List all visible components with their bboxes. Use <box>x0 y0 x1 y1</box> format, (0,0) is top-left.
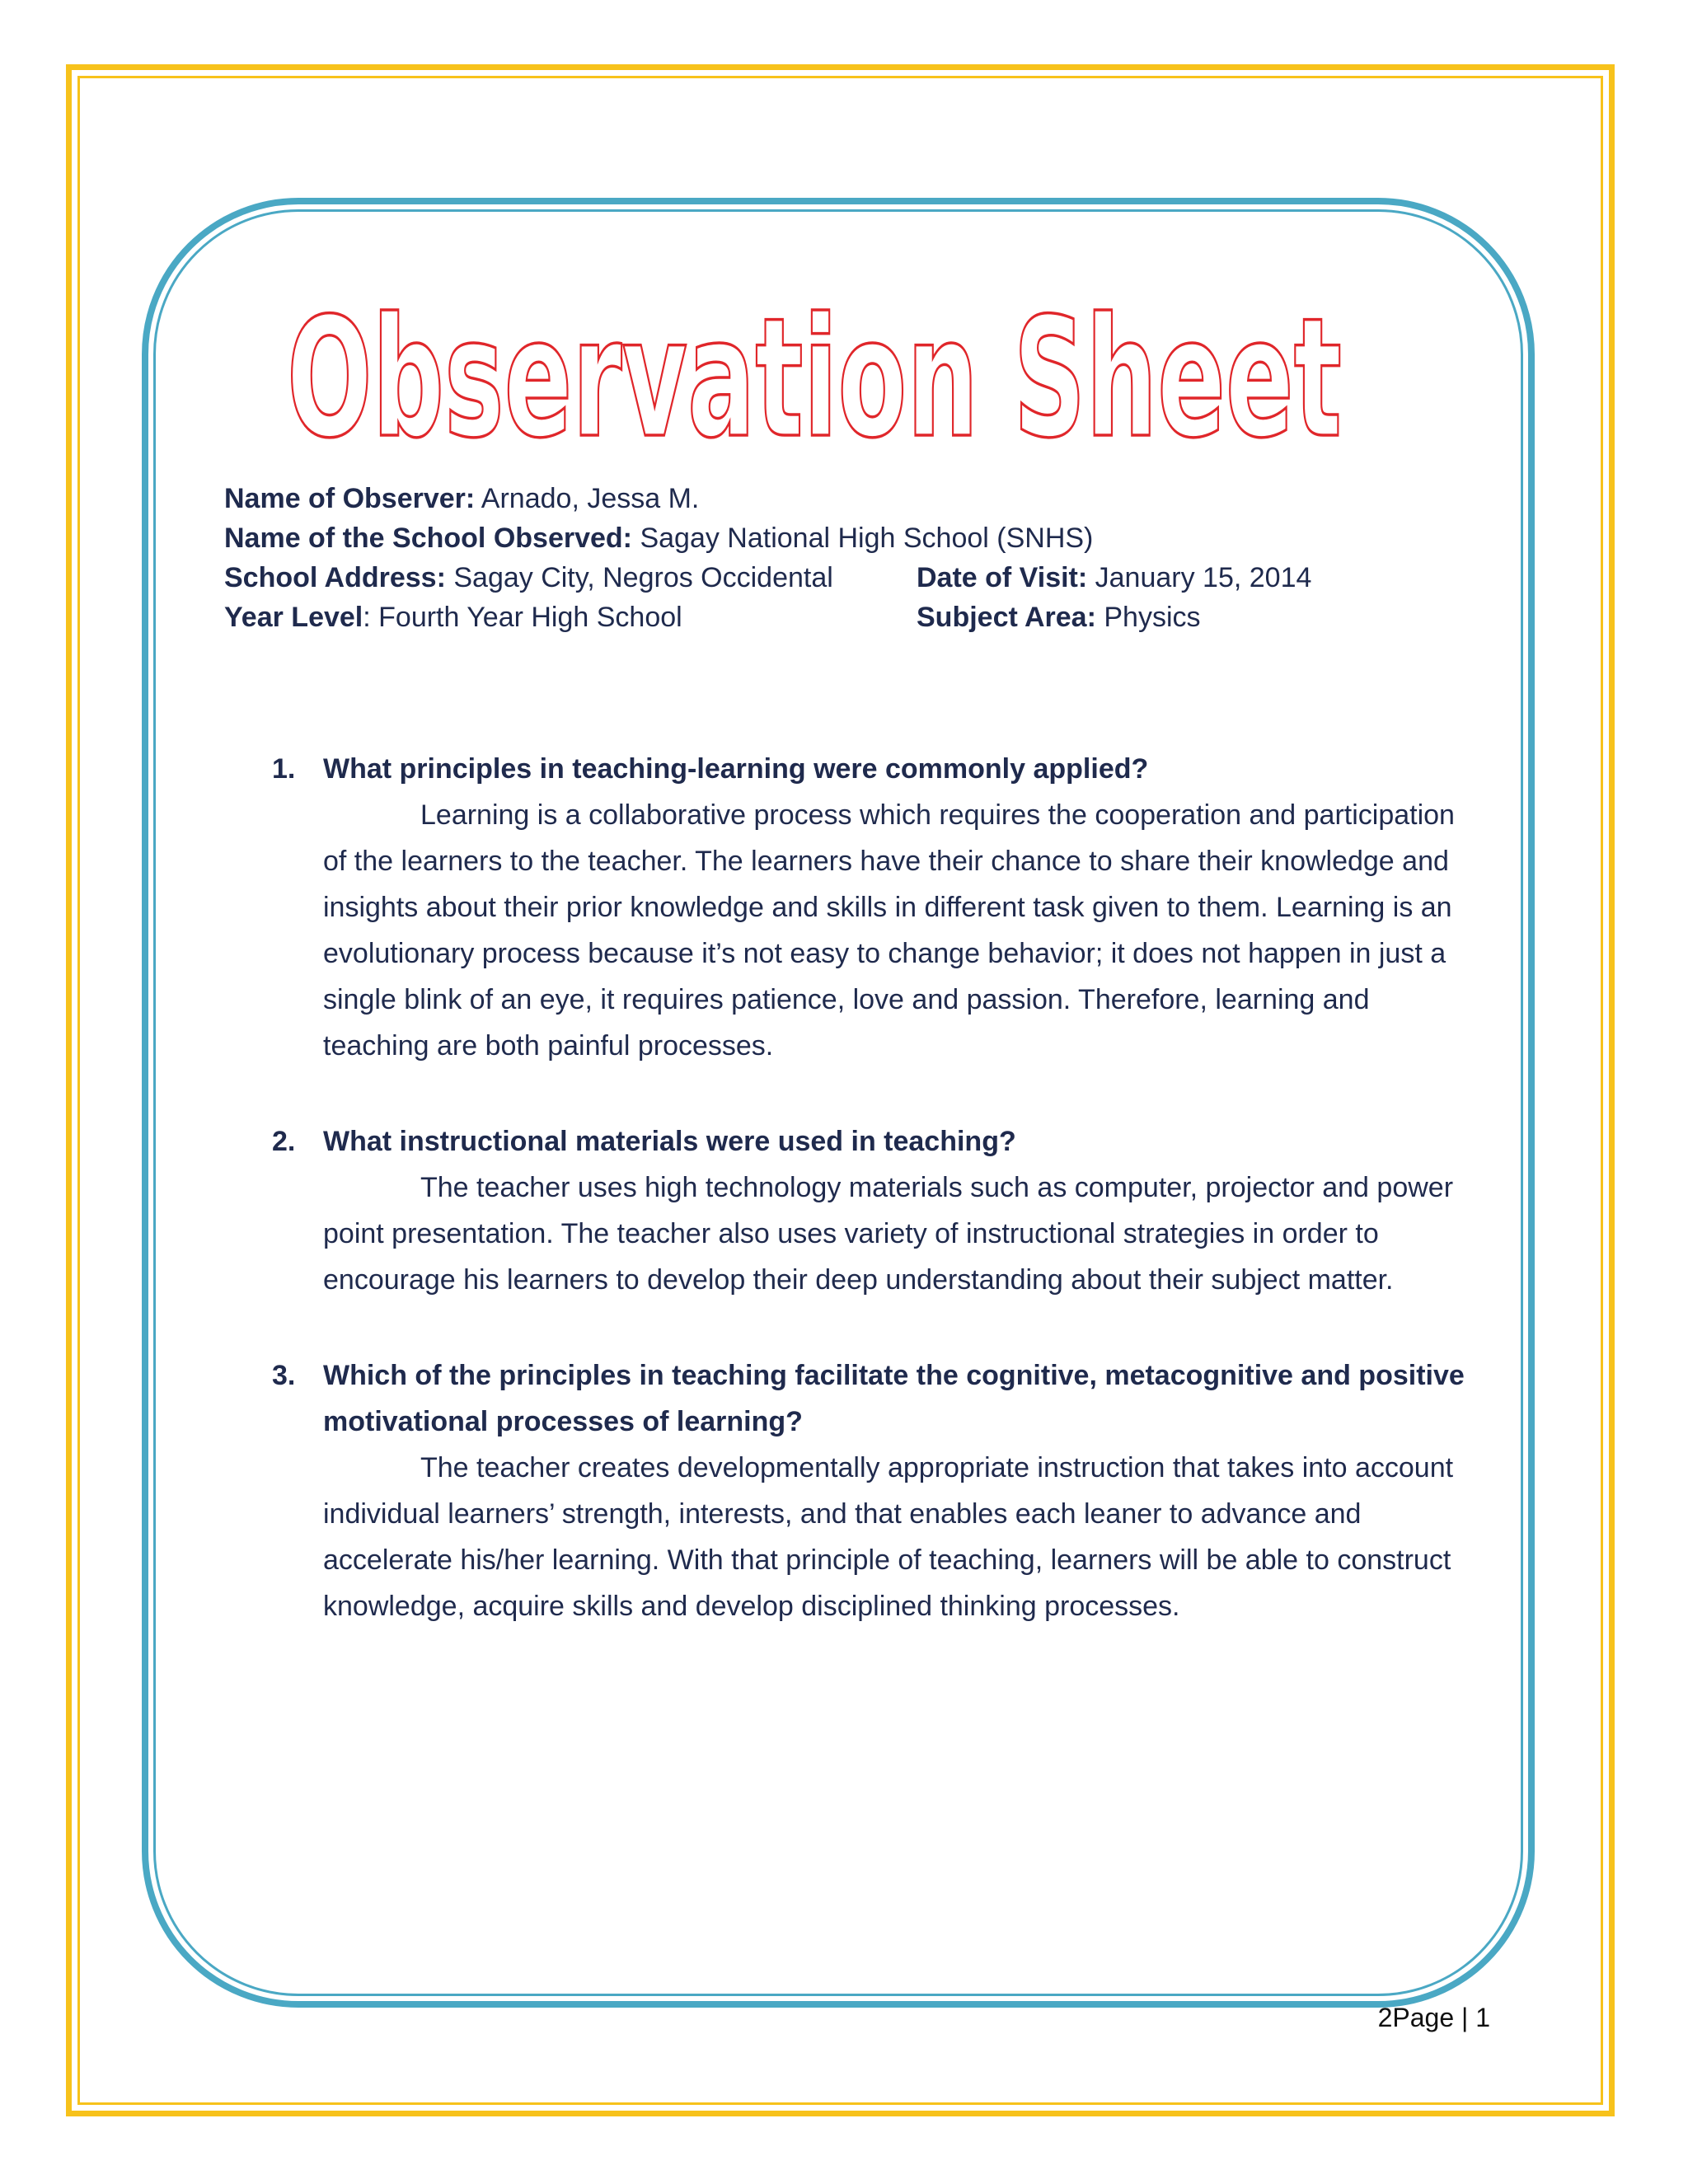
question-title: What instructional materials were used in teaching? <box>323 1126 1016 1157</box>
question-number: 2. <box>272 1126 296 1157</box>
school-row <box>224 518 1093 558</box>
subject-label: Subject Area: <box>917 602 1096 633</box>
question-answer: Learning is a collaborative process which requires the cooperation and participation of the learners to the teacher. The learners have their chance to share their knowledge and insights about their prior knowledge and skills in different task given to them. Learning is an evolutionary process because it’s not easy to change behavior; it does not happen in just a single blink of an eye, it requires patience, love and passion. Therefore, learning and teaching are both painful processes. <box>323 799 1455 1062</box>
school-value: Sagay National High School (SNHS) <box>632 523 1094 554</box>
question-answer: The teacher creates developmentally appropriate instruction that takes into account individual learners’ strength, interests, and that enables each leaner to advance and accelerate his/her learning. With that principle of teaching, learners will be able to construct knowledge, acquire skills and develop disciplined thinking processes. <box>323 1452 1454 1622</box>
observer-label: Name of Observer: <box>224 483 476 514</box>
year-label: Year Level <box>224 602 363 633</box>
page-title <box>280 272 1352 478</box>
address-label: School Address: <box>224 562 446 593</box>
question-number: 1. <box>272 753 296 785</box>
address-row <box>224 558 833 598</box>
school-label: Name of the School Observed: <box>224 523 632 554</box>
question-title: Which of the principles in teaching facilitate the cognitive, metacognitive and positive motivational processes of learning? <box>323 1360 1465 1437</box>
question-number: 3. <box>272 1360 296 1391</box>
address-value: Sagay City, Negros Occidental <box>445 562 833 593</box>
subject-row <box>917 598 1201 637</box>
page-footer: 2Page | 1 <box>1377 2003 1490 2032</box>
question-answer: The teacher uses high technology materials such as computer, projector and power point presentation. The teacher also uses variety of instructional strategies in order to encourage his learners to develop their deep understanding about their subject matter. <box>323 1172 1454 1296</box>
observer-row <box>224 479 699 518</box>
subject-value: Physics <box>1095 602 1201 633</box>
question-3 <box>272 1352 1467 1629</box>
date-row <box>917 558 1311 598</box>
date-value: January 15, 2014 <box>1087 562 1312 593</box>
question-1 <box>272 746 1467 1069</box>
observer-value: Arnado, Jessa M. <box>475 483 700 514</box>
year-row <box>224 598 682 637</box>
questions-list <box>272 746 1467 1679</box>
date-label: Date of Visit: <box>917 562 1088 593</box>
page-title-text: Observation Sheet <box>287 283 1342 475</box>
year-value: : Fourth Year High School <box>363 602 682 633</box>
question-2 <box>272 1118 1467 1303</box>
question-title: What principles in teaching-learning were commonly applied? <box>323 753 1149 785</box>
